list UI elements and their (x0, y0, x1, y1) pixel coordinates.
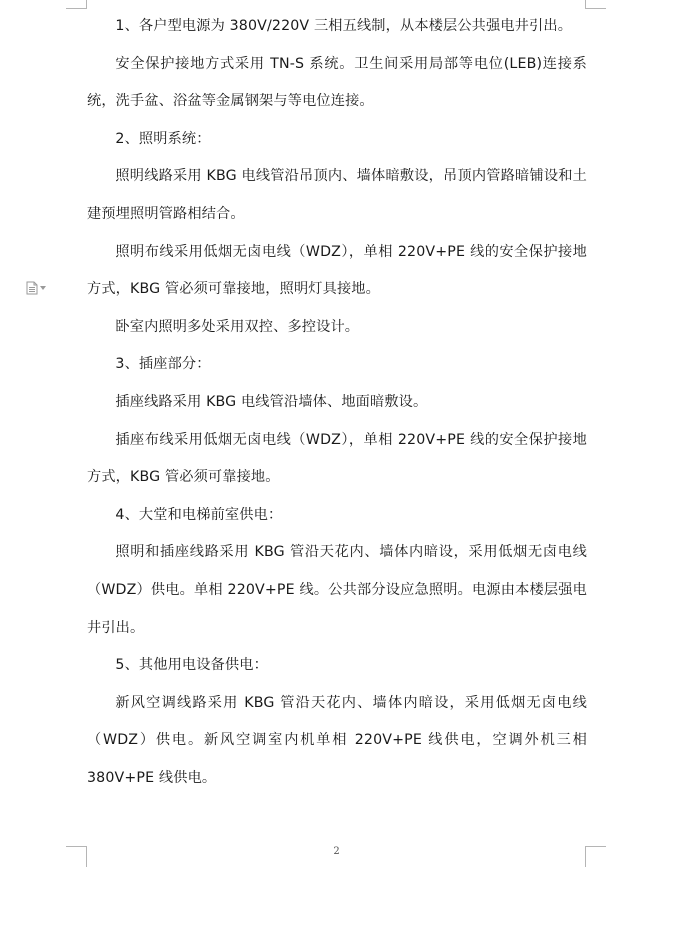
paragraph: 照明布线采用低烟无卤电线（WDZ），单相 220V+PE 线的安全保护接地方式，KBG 管必须可靠接地，照明灯具接地。 (87, 243, 587, 298)
document-body (87, 8, 587, 797)
paragraph: 照明和插座线路采用 KBG 管沿天花内、墙体内暗设，采用低烟无卤电线（WDZ）供电。单相 220V+PE 线。公共部分设应急照明。电源由本楼层强电井引出。 (87, 544, 587, 636)
paragraph: 插座线路采用 KBG 电线管沿墙体、地面暗敷设。 (115, 393, 428, 410)
crop-mark-top-left (66, 0, 87, 9)
paragraph: 1、各户型电源为 380V/220V 三相五线制，从本楼层公共强电井引出。 (115, 18, 573, 34)
section-heading: 2、照明系统： (115, 130, 211, 147)
paragraph-options-button[interactable] (26, 281, 50, 295)
document-icon (26, 281, 38, 295)
paragraph: 卧室内照明多处采用双控、多控设计。 (115, 318, 360, 335)
section-heading: 5、其他用电设备供电： (115, 657, 268, 674)
paragraph: 安全保护接地方式采用 TN-S 系统。卫生间采用局部等电位(LEB)连接系统，洗手盆、浴盆等金属钢架与等电位连接。 (87, 55, 587, 110)
paragraph: 插座布线采用低烟无卤电线（WDZ），单相 220V+PE 线的安全保护接地方式，KBG 管必须可靠接地。 (87, 431, 587, 486)
section-heading: 4、大堂和电梯前室供电： (115, 506, 283, 523)
chevron-down-icon (40, 286, 46, 290)
crop-mark-top-right (585, 0, 606, 9)
section-heading: 3、插座部分： (115, 356, 211, 373)
paragraph: 新风空调线路采用 KBG 管沿天花内、墙体内暗设，采用低烟无卤电线（WDZ）供电。新风空调室内机单相 220V+PE 线供电，空调外机三相 380V+PE 线供电。 (87, 694, 587, 786)
page-number: 2 (333, 846, 340, 857)
paragraph: 照明线路采用 KBG 电线管沿吊顶内、墙体暗敷设，吊顶内管路暗铺设和土建预埋照明管路相结合。 (87, 168, 587, 222)
